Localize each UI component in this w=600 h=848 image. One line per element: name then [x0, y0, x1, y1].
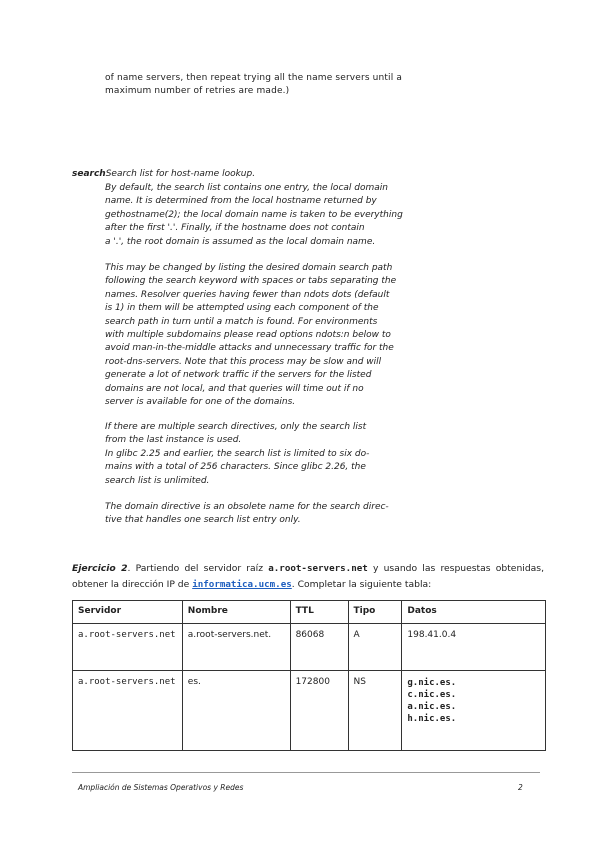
text-line: search path in turn until a match is found. For environments	[105, 316, 378, 327]
search-paragraph-3	[105, 421, 405, 488]
search-option-heading	[72, 168, 412, 181]
text-line: avoid man-in-the-middle attacks and unnecessary traffic for the	[105, 343, 394, 354]
table-row	[73, 671, 546, 751]
text-line: This may be changed by listing the desired domain search path	[105, 263, 393, 273]
text-line: tive that handles one search list entry only.	[105, 515, 301, 526]
datos-value: g.nic.es.	[407, 678, 457, 688]
header-datos: Datos	[402, 601, 546, 624]
text-line: with multiple subdomains please read options ndots:n below to	[105, 330, 391, 341]
datos-value: 198.41.0.4	[407, 630, 457, 640]
text-line: names. Resolver queries having fewer than ndots dots (default	[105, 289, 390, 300]
informatica-link[interactable]: informatica.ucm.es	[192, 579, 292, 590]
text-line: gethostname(2); the local domain name is taken to be everything	[105, 209, 403, 220]
text-line: a '.', the root domain is assumed as the local domain name.	[105, 236, 376, 247]
cell-tipo: NS	[348, 671, 402, 751]
cell-ttl: 172800	[290, 671, 348, 751]
datos-value: a.nic.es.	[407, 702, 457, 712]
header-ttl: TTL	[290, 601, 348, 624]
text-line: generate a lot of network traffic if the servers for the listed	[105, 370, 372, 381]
header-servidor: Servidor	[73, 601, 183, 624]
text-line: following the search keyword with spaces or tabs separating the	[105, 276, 397, 287]
cell-servidor: a.root-servers.net	[73, 671, 183, 751]
footer-divider	[72, 772, 540, 773]
cell-nombre: a.root-servers.net.	[182, 624, 290, 671]
cell-servidor: a.root-servers.net	[73, 624, 183, 671]
datos-value: c.nic.es.	[407, 690, 457, 700]
cell-ttl: 86068	[290, 624, 348, 671]
intro-line: of name servers, then repeat trying all the name servers until a	[105, 73, 403, 83]
text-line: If there are multiple search directives, only the search list	[105, 422, 367, 432]
exercise-statement	[72, 561, 544, 593]
header-tipo: Tipo	[348, 601, 402, 624]
footer-course-title: Ampliación de Sistemas Operativos y Redes	[78, 783, 244, 792]
dns-results-table	[72, 600, 546, 751]
search-paragraph-2	[105, 262, 405, 409]
text-line: The domain directive is an obsolete name for the search direc-	[105, 502, 389, 512]
search-summary: Search list for host-name lookup.	[105, 169, 256, 179]
cell-datos	[402, 671, 546, 751]
header-nombre: Nombre	[182, 601, 290, 624]
text-line: By default, the search list contains one entry, the local domain	[105, 183, 388, 193]
intro-paragraph	[105, 72, 405, 99]
text-line: mains with a total of 256 characters. Since glibc 2.26, the	[105, 462, 366, 473]
exercise-text: y usando las respuestas obtenidas, obtener la dirección IP de	[72, 563, 545, 590]
text-line: In glibc 2.25 and earlier, the search list is limited to six do-	[105, 448, 370, 459]
cell-nombre: es.	[182, 671, 290, 751]
text-line: name. It is determined from the local hostname returned by	[105, 196, 377, 207]
search-paragraph-1	[105, 182, 405, 249]
text-line: server is available for one of the domains.	[105, 397, 296, 408]
page-number: 2	[518, 783, 523, 792]
text-line: from the last instance is used.	[105, 435, 242, 446]
search-paragraph-4	[105, 501, 405, 528]
cell-tipo: A	[348, 624, 402, 671]
exercise-text: . Completar la siguiente tabla:	[291, 579, 432, 590]
text-line: root-dns-servers. Note that this process may be slow and will	[105, 356, 382, 367]
text-line: domains are not local, and that queries will time out if no	[105, 383, 364, 394]
table-row	[73, 624, 546, 671]
intro-line: maximum number of retries are made.)	[105, 86, 290, 97]
text-line: is 1) in them will be attempted using each component of the	[105, 303, 379, 314]
search-keyword: search	[72, 169, 106, 179]
exercise-text: . Partiendo del servidor raíz	[127, 563, 269, 574]
text-line: after the first '.'. Finally, if the hostname does not contain	[105, 223, 365, 234]
cell-datos	[402, 624, 546, 671]
datos-value: h.nic.es.	[407, 714, 457, 724]
text-line: search list is unlimited.	[105, 475, 210, 486]
root-server-name: a.root-servers.net	[268, 563, 368, 574]
table-header-row	[73, 601, 546, 624]
exercise-label: Ejercicio 2	[72, 563, 128, 574]
